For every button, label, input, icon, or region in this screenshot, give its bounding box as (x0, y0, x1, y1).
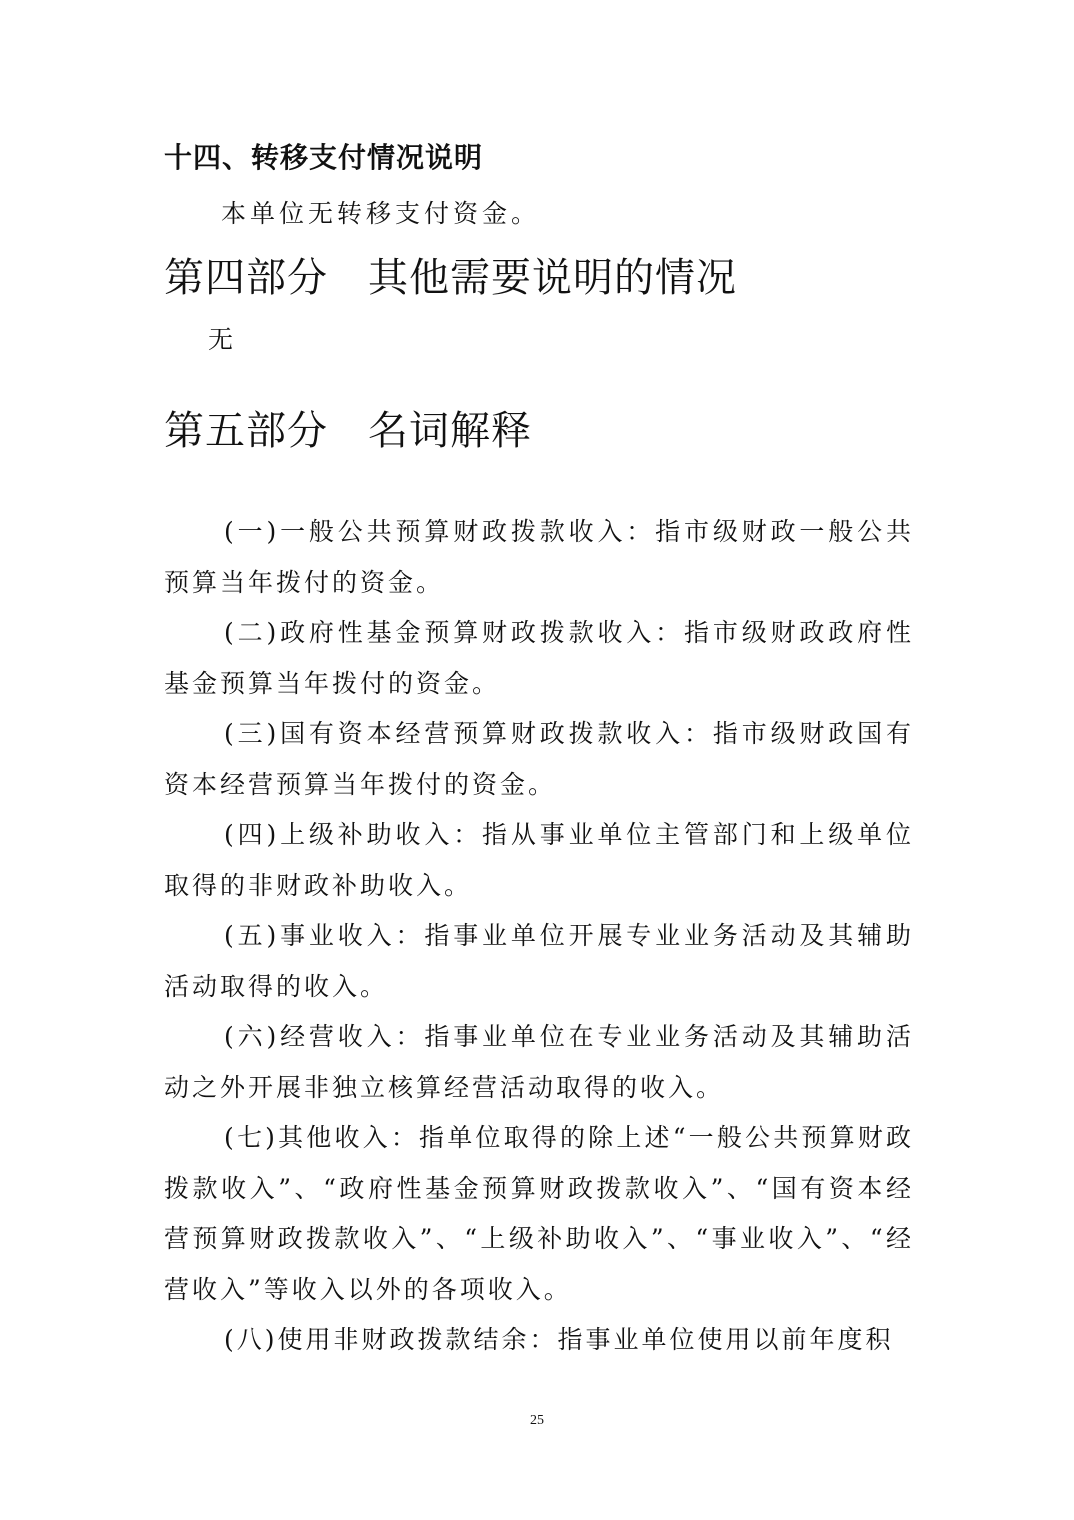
part-4-body: 无 (208, 325, 234, 354)
definition-item: (六)经营收入：指事业单位在专业业务活动及其辅助活动之外开展非独立核算经营活动取得的收入。 (164, 1022, 914, 1102)
definition-item: (三)国有资本经营预算财政拨款收入：指市级财政国有资本经营预算当年拨付的资金。 (164, 719, 914, 799)
part-5-title: 名词解释 (368, 408, 532, 454)
definition-item: (四)上级补助收入：指从事业单位主管部门和上级单位取得的非财政补助收入。 (164, 820, 914, 900)
definition-item: (二)政府性基金预算财政拨款收入：指市级财政政府性基金预算当年拨付的资金。 (164, 618, 914, 698)
part-4-label: 第四部分 (164, 255, 328, 301)
part-4-heading (164, 253, 737, 303)
definition-item: (七)其他收入：指单位取得的除上述“一般公共预算财政拨款收入”、“政府性基金预算财政拨款收入”、“国有资本经营预算财政拨款收入”、“上级补助收入”、“事业收入”、“经营收入”等收入以外的各项收入。 (164, 1123, 914, 1304)
part-5-heading (164, 406, 532, 456)
part-4-title: 其他需要说明的情况 (368, 255, 737, 301)
definition-item: (八)使用非财政拨款结余：指事业单位使用以前年度积 (224, 1325, 894, 1354)
section-14-heading: 十四、转移支付情况说明 (164, 141, 484, 174)
definition-item: (五)事业收入：指事业单位开展专业业务活动及其辅助活动取得的收入。 (164, 921, 914, 1001)
page-number: 25 (530, 1413, 544, 1428)
section-14-body: 本单位无转移支付资金。 (221, 199, 541, 228)
definition-item: (一)一般公共预算财政拨款收入：指市级财政一般公共预算当年拨付的资金。 (164, 517, 914, 597)
definitions-list (164, 507, 914, 1366)
part-5-label: 第五部分 (164, 408, 328, 454)
